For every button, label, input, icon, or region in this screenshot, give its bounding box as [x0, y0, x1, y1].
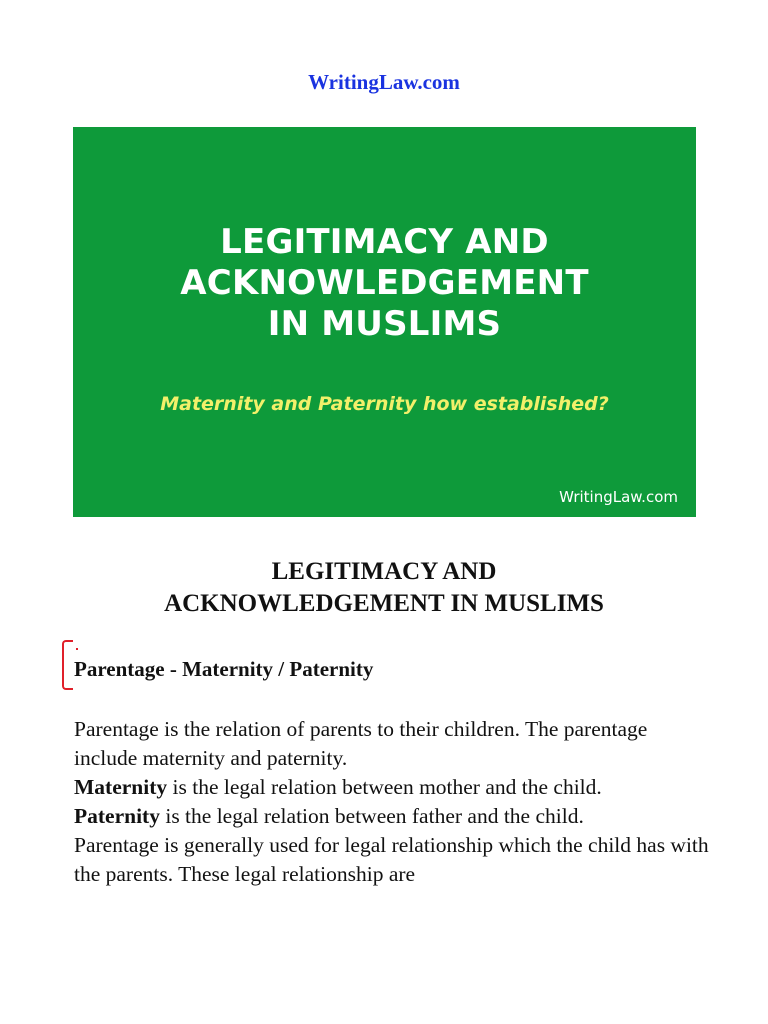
section-heading: Parentage - Maternity / Paternity: [74, 657, 374, 681]
document-heading-line: ACKNOWLEDGEMENT IN MUSLIMS: [164, 590, 604, 617]
banner-brand-watermark: WritingLaw.com: [559, 488, 678, 506]
site-link[interactable]: WritingLaw.com: [308, 70, 460, 94]
paragraph-paternity: [74, 802, 714, 831]
paragraph-relationship: Parentage is generally used for legal relationship which the child has with the parents. These legal relationship are: [74, 833, 709, 886]
banner-title-line: IN MUSLIMS: [267, 304, 502, 344]
term-paternity: Paternity: [74, 804, 160, 828]
document-heading-line: LEGITIMACY AND: [271, 558, 497, 585]
banner-subtitle: Maternity and Paternity how established?: [160, 393, 609, 415]
banner-title: [73, 222, 696, 345]
red-bracket-annotation: [62, 640, 73, 690]
banner-title-line: LEGITIMACY AND: [220, 222, 549, 262]
paragraph-maternity: [74, 773, 714, 802]
body-text: [74, 715, 714, 889]
banner-title-line: ACKNOWLEDGEMENT: [180, 263, 589, 303]
document-heading: [0, 556, 768, 620]
paragraph-parentage: Parentage is the relation of parents to their children. The parentage include maternity and paternity.: [74, 717, 648, 770]
definition-maternity: is the legal relation between mother and the child.: [167, 775, 602, 799]
banner-image: [73, 127, 696, 517]
red-dot-annotation: [76, 648, 78, 650]
term-maternity: Maternity: [74, 775, 168, 799]
definition-paternity: is the legal relation between father and the child.: [159, 804, 584, 828]
